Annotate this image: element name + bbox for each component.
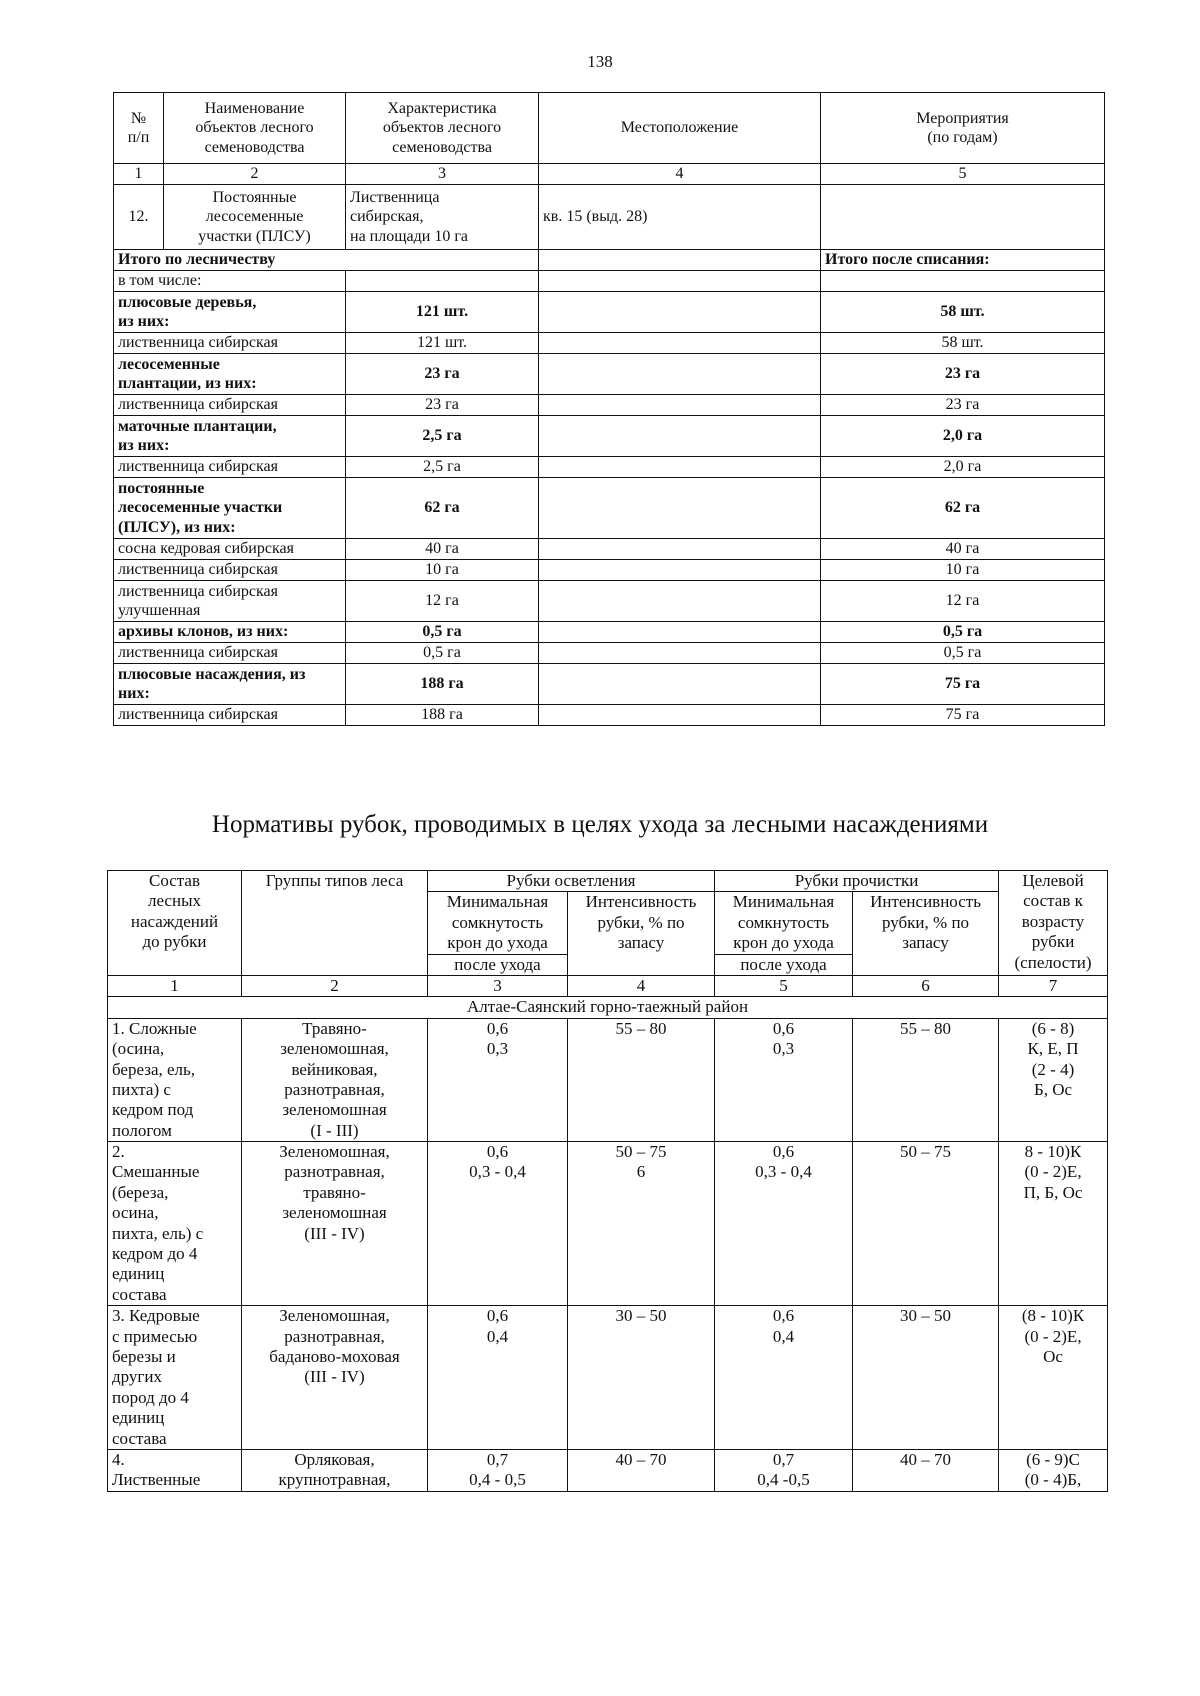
target-composition-cell: 8 - 10)К (0 - 2)Е, П, Б, Ос bbox=[999, 1142, 1108, 1306]
region-label: Алтае-Саянский горно-таежный район bbox=[108, 997, 1108, 1018]
table2-body bbox=[108, 1018, 1108, 1491]
summary-location bbox=[539, 560, 821, 581]
summary-value: 12 га bbox=[346, 581, 539, 622]
summary-row bbox=[114, 478, 1105, 539]
summary-label: лиственница сибирская bbox=[114, 457, 346, 478]
summary-row bbox=[114, 664, 1105, 705]
colnum-4: 4 bbox=[539, 164, 821, 185]
header-clearing-intensity: Интенсивность рубки, % по запасу bbox=[568, 892, 715, 976]
summary-location bbox=[539, 705, 821, 726]
thinning-closure-cell: 0,7 0,4 -0,5 bbox=[715, 1449, 853, 1491]
clearing-intensity-cell: 50 – 75 6 bbox=[568, 1142, 715, 1306]
total-label: Итого по лесничеству bbox=[114, 250, 539, 271]
thinning-intensity-cell: 55 – 80 bbox=[853, 1018, 999, 1141]
clearing-intensity-cell: 55 – 80 bbox=[568, 1018, 715, 1141]
norm-row bbox=[108, 1142, 1108, 1306]
row12-characteristic: Лиственница сибирская, на площади 10 га bbox=[346, 185, 539, 250]
t2-colnum-1: 1 bbox=[108, 975, 242, 996]
total-after-label: Итого после списания: bbox=[821, 250, 1105, 271]
thinning-intensity-cell: 30 – 50 bbox=[853, 1306, 999, 1450]
summary-row bbox=[114, 354, 1105, 395]
summary-after: 75 га bbox=[821, 664, 1105, 705]
header-clearing: Рубки осветления bbox=[428, 871, 715, 892]
clearing-closure-cell: 0,6 0,4 bbox=[428, 1306, 568, 1450]
summary-label: лиственница сибирская bbox=[114, 560, 346, 581]
summary-value: 188 га bbox=[346, 664, 539, 705]
summary-label: архивы клонов, из них: bbox=[114, 622, 346, 643]
summary-value: 121 шт. bbox=[346, 292, 539, 333]
target-composition-cell: (6 - 8) К, Е, П (2 - 4) Б, Ос bbox=[999, 1018, 1108, 1141]
summary-label: маточные плантации, из них: bbox=[114, 416, 346, 457]
summary-value: 40 га bbox=[346, 539, 539, 560]
summary-location bbox=[539, 539, 821, 560]
t2-colnum-3: 3 bbox=[428, 975, 568, 996]
summary-row bbox=[114, 333, 1105, 354]
summary-after: 23 га bbox=[821, 354, 1105, 395]
summary-value: 0,5 га bbox=[346, 643, 539, 664]
summary-after: 2,0 га bbox=[821, 457, 1105, 478]
t2-colnum-5: 5 bbox=[715, 975, 853, 996]
summary-row bbox=[114, 457, 1105, 478]
header-thinning-min-closure: Минимальная сомкнутость крон до ухода bbox=[715, 892, 853, 954]
summary-value: 2,5 га bbox=[346, 416, 539, 457]
summary-value: 62 га bbox=[346, 478, 539, 539]
summary-location bbox=[539, 581, 821, 622]
norm-row bbox=[108, 1018, 1108, 1141]
summary-value: 2,5 га bbox=[346, 457, 539, 478]
forest-groups-cell: Зеленомошная, разнотравная, травяно- зеленомошная (III - IV) bbox=[242, 1142, 428, 1306]
colnum-2: 2 bbox=[164, 164, 346, 185]
summary-row bbox=[114, 395, 1105, 416]
header-thinning-intensity: Интенсивность рубки, % по запасу bbox=[853, 892, 999, 976]
composition-cell: 4. Лиственные bbox=[108, 1449, 242, 1491]
summary-after: 75 га bbox=[821, 705, 1105, 726]
thinning-closure-cell: 0,6 0,3 bbox=[715, 1018, 853, 1141]
summary-location bbox=[539, 354, 821, 395]
summary-value: 0,5 га bbox=[346, 622, 539, 643]
header-location: Местоположение bbox=[539, 93, 821, 164]
summary-label: лиственница сибирская улучшенная bbox=[114, 581, 346, 622]
total-location bbox=[539, 250, 821, 271]
summary-location bbox=[539, 664, 821, 705]
summary-after: 0,5 га bbox=[821, 622, 1105, 643]
row12-name: Постоянные лесосеменные участки (ПЛСУ) bbox=[164, 185, 346, 250]
clearing-intensity-cell: 40 – 70 bbox=[568, 1449, 715, 1491]
summary-after: 23 га bbox=[821, 395, 1105, 416]
colnum-3: 3 bbox=[346, 164, 539, 185]
including-label: в том числе: bbox=[114, 271, 346, 292]
summary-location bbox=[539, 643, 821, 664]
summary-label: постоянные лесосеменные участки (ПЛСУ), из них: bbox=[114, 478, 346, 539]
total-row bbox=[114, 250, 1105, 271]
thinning-intensity-cell: 40 – 70 bbox=[853, 1449, 999, 1491]
summary-after: 58 шт. bbox=[821, 333, 1105, 354]
clearing-closure-cell: 0,6 0,3 bbox=[428, 1018, 568, 1141]
row12-number: 12. bbox=[114, 185, 164, 250]
summary-after: 40 га bbox=[821, 539, 1105, 560]
summary-after: 58 шт. bbox=[821, 292, 1105, 333]
row12-location: кв. 15 (выд. 28) bbox=[539, 185, 821, 250]
clearing-intensity-cell: 30 – 50 bbox=[568, 1306, 715, 1450]
header-thinning-after: после ухода bbox=[715, 954, 853, 975]
summary-location bbox=[539, 333, 821, 354]
summary-value: 10 га bbox=[346, 560, 539, 581]
summary-location bbox=[539, 622, 821, 643]
thinning-closure-cell: 0,6 0,3 - 0,4 bbox=[715, 1142, 853, 1306]
summary-row bbox=[114, 539, 1105, 560]
page-number: 138 bbox=[587, 52, 613, 71]
composition-cell: 1. Сложные (осина, береза, ель, пихта) с кедром под пологом bbox=[108, 1018, 242, 1141]
t2-colnum-2: 2 bbox=[242, 975, 428, 996]
colnum-5: 5 bbox=[821, 164, 1105, 185]
header-target-composition: Целевой состав к возрасту рубки (спелости) bbox=[999, 871, 1108, 976]
header-object-characteristic: Характеристика объектов лесного семеноводства bbox=[346, 93, 539, 164]
table1-body bbox=[114, 292, 1105, 726]
summary-row bbox=[114, 292, 1105, 333]
forest-groups-cell: Зеленомошная, разнотравная, баданово-моховая (III - IV) bbox=[242, 1306, 428, 1450]
summary-value: 23 га bbox=[346, 395, 539, 416]
header-forest-groups: Группы типов леса bbox=[242, 871, 428, 976]
summary-label: плюсовые насаждения, из них: bbox=[114, 664, 346, 705]
header-composition: Состав лесных насаждений до рубки bbox=[108, 871, 242, 976]
t2-colnum-6: 6 bbox=[853, 975, 999, 996]
thinning-closure-cell: 0,6 0,4 bbox=[715, 1306, 853, 1450]
summary-label: лиственница сибирская bbox=[114, 333, 346, 354]
header-measures: Мероприятия (по годам) bbox=[821, 93, 1105, 164]
target-composition-cell: (6 - 9)С (0 - 4)Б, bbox=[999, 1449, 1108, 1491]
row12-measures bbox=[821, 185, 1105, 250]
colnum-1: 1 bbox=[114, 164, 164, 185]
header-thinning: Рубки прочистки bbox=[715, 871, 999, 892]
table1-colnum-row bbox=[114, 164, 1105, 185]
section-heading: Нормативы рубок, проводимых в целях ухода за лесными насаждениями bbox=[211, 811, 989, 838]
summary-after: 2,0 га bbox=[821, 416, 1105, 457]
summary-after: 62 га bbox=[821, 478, 1105, 539]
summary-after: 10 га bbox=[821, 560, 1105, 581]
summary-label: плюсовые деревья, из них: bbox=[114, 292, 346, 333]
summary-label: лесосеменные плантации, из них: bbox=[114, 354, 346, 395]
summary-location bbox=[539, 292, 821, 333]
table1-header-row bbox=[114, 93, 1105, 164]
summary-value: 23 га bbox=[346, 354, 539, 395]
composition-cell: 2. Смешанные (береза, осина, пихта, ель) с кедром до 4 единиц состава bbox=[108, 1142, 242, 1306]
summary-value: 121 шт. bbox=[346, 333, 539, 354]
summary-location bbox=[539, 395, 821, 416]
norm-row bbox=[108, 1449, 1108, 1491]
t2-colnum-7: 7 bbox=[999, 975, 1108, 996]
summary-row bbox=[114, 622, 1105, 643]
summary-location bbox=[539, 478, 821, 539]
summary-row bbox=[114, 416, 1105, 457]
summary-after: 0,5 га bbox=[821, 643, 1105, 664]
region-row bbox=[108, 997, 1108, 1018]
clearing-closure-cell: 0,7 0,4 - 0,5 bbox=[428, 1449, 568, 1491]
forest-groups-cell: Травяно- зеленомошная, вейниковая, разнотравная, зеленомошная (I - III) bbox=[242, 1018, 428, 1141]
summary-label: лиственница сибирская bbox=[114, 395, 346, 416]
summary-label: лиственница сибирская bbox=[114, 643, 346, 664]
header-clearing-min-closure: Минимальная сомкнутость крон до ухода bbox=[428, 892, 568, 954]
thinning-intensity-cell: 50 – 75 bbox=[853, 1142, 999, 1306]
target-composition-cell: (8 - 10)К (0 - 2)Е, Ос bbox=[999, 1306, 1108, 1450]
forest-groups-cell: Орляковая, крупнотравная, bbox=[242, 1449, 428, 1491]
table2-colnum-row bbox=[108, 975, 1108, 996]
summary-row bbox=[114, 643, 1105, 664]
table1-row-12 bbox=[114, 185, 1105, 250]
summary-value: 188 га bbox=[346, 705, 539, 726]
summary-after: 12 га bbox=[821, 581, 1105, 622]
clearing-closure-cell: 0,6 0,3 - 0,4 bbox=[428, 1142, 568, 1306]
t2-colnum-4: 4 bbox=[568, 975, 715, 996]
table2-header-row1 bbox=[108, 871, 1108, 892]
summary-location bbox=[539, 457, 821, 478]
seed-objects-table bbox=[113, 92, 1105, 726]
composition-cell: 3. Кедровые с примесью березы и других пород до 4 единиц состава bbox=[108, 1306, 242, 1450]
header-object-name: Наименование объектов лесного семеноводства bbox=[164, 93, 346, 164]
summary-label: лиственница сибирская bbox=[114, 705, 346, 726]
summary-location bbox=[539, 416, 821, 457]
including-row bbox=[114, 271, 1105, 292]
summary-row bbox=[114, 705, 1105, 726]
summary-row bbox=[114, 581, 1105, 622]
norm-row bbox=[108, 1306, 1108, 1450]
header-number: № п/п bbox=[114, 93, 164, 164]
summary-label: сосна кедровая сибирская bbox=[114, 539, 346, 560]
summary-row bbox=[114, 560, 1105, 581]
care-felling-table bbox=[107, 870, 1108, 1492]
header-clearing-after: после ухода bbox=[428, 954, 568, 975]
